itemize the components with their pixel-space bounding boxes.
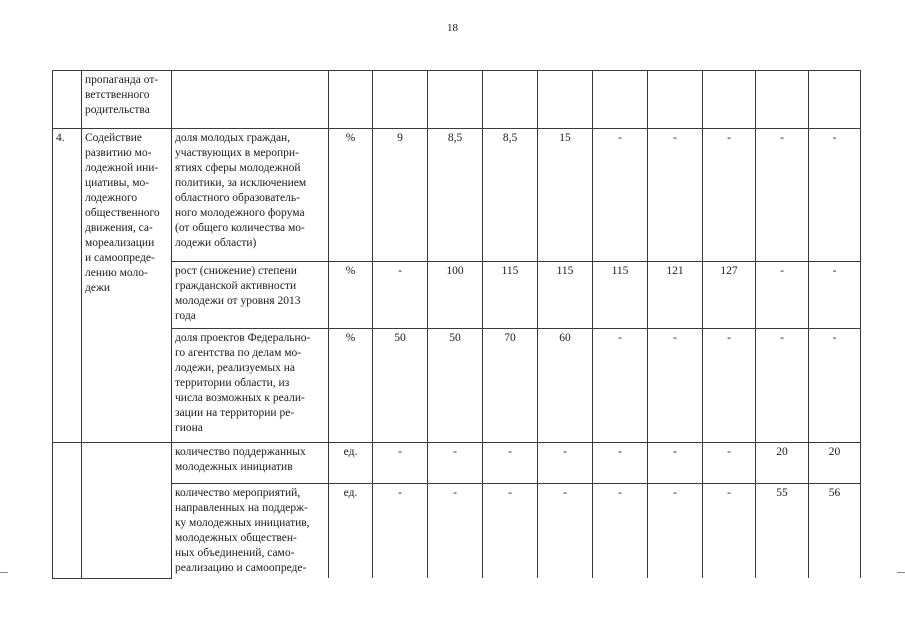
value-cell: -: [756, 129, 809, 262]
value-cell: -: [703, 329, 756, 443]
value-cell: 115: [483, 262, 538, 329]
right-cut-mark: [897, 572, 905, 573]
value-cell: -: [703, 484, 756, 579]
value-cell: 56: [809, 484, 861, 579]
value-cell: 100: [428, 262, 483, 329]
unit-cell: ед.: [329, 484, 373, 579]
value-cell: -: [809, 262, 861, 329]
value-cell: 60: [538, 329, 593, 443]
value-cell: -: [538, 443, 593, 484]
indicator-cell: рост (снижение) степени гражданской активности молодежи от уровня 2013 года: [172, 262, 329, 329]
value-cell: [593, 71, 648, 129]
indicator-cell: доля молодых граждан, участвующих в меропри- ятиях сферы молодежной политики, за исключением областного образователь- ного молодежного форума (от общего количества мо- лодежи области): [172, 129, 329, 262]
value-cell: -: [593, 443, 648, 484]
left-cut-mark: [0, 572, 8, 573]
unit-cell: %: [329, 129, 373, 262]
value-cell: 55: [756, 484, 809, 579]
value-cell: -: [648, 484, 703, 579]
value-cell: 20: [809, 443, 861, 484]
task-cell: пропаганда от- ветственного родительства: [82, 71, 172, 129]
value-cell: 127: [703, 262, 756, 329]
value-cell: 9: [373, 129, 428, 262]
value-cell: 115: [593, 262, 648, 329]
task-cell: Содействие развитию мо- лодежной ини- циативы, мо- лодежного общественного движения, са- мореализации и самоопреде- лению моло- дежи: [82, 129, 172, 443]
value-cell: 15: [538, 129, 593, 262]
value-cell: -: [809, 129, 861, 262]
row-index-cell: 4.: [53, 129, 82, 443]
value-cell: -: [703, 443, 756, 484]
value-cell: [756, 71, 809, 129]
indicator-cell: доля проектов Федерально- го агентства по делам мо- лодежи, реализуемых на территории области, из числа возможных к реали- зации на территории ре- гиона: [172, 329, 329, 443]
table-body: [53, 71, 861, 579]
unit-cell: ед.: [329, 443, 373, 484]
value-cell: [648, 71, 703, 129]
value-cell: 50: [428, 329, 483, 443]
row-index-cell: [53, 443, 82, 579]
value-cell: -: [373, 262, 428, 329]
table-row: [53, 129, 861, 262]
value-cell: -: [428, 484, 483, 579]
table-row: [53, 329, 861, 443]
value-cell: 50: [373, 329, 428, 443]
table-row: [53, 484, 861, 579]
value-cell: 8,5: [483, 129, 538, 262]
value-cell: -: [538, 484, 593, 579]
indicator-cell: количество поддержанных молодежных инициатив: [172, 443, 329, 484]
page-number: 18: [447, 22, 458, 34]
task-cell: [82, 443, 172, 579]
value-cell: -: [809, 329, 861, 443]
value-cell: -: [648, 129, 703, 262]
value-cell: -: [593, 129, 648, 262]
value-cell: [483, 71, 538, 129]
value-cell: -: [373, 484, 428, 579]
value-cell: [809, 71, 861, 129]
value-cell: [428, 71, 483, 129]
value-cell: [538, 71, 593, 129]
indicator-cell: [172, 71, 329, 129]
value-cell: -: [756, 262, 809, 329]
unit-cell: %: [329, 262, 373, 329]
value-cell: -: [593, 329, 648, 443]
value-cell: -: [483, 484, 538, 579]
table-row: [53, 262, 861, 329]
unit-cell: [329, 71, 373, 129]
value-cell: -: [756, 329, 809, 443]
value-cell: 8,5: [428, 129, 483, 262]
indicator-cell: количество мероприятий, направленных на поддерж- ку молодежных инициатив, молодежных обществен- ных объединений, само- реализацию и самоопреде-: [172, 484, 329, 579]
value-cell: 121: [648, 262, 703, 329]
value-cell: -: [428, 443, 483, 484]
value-cell: 70: [483, 329, 538, 443]
value-cell: 20: [756, 443, 809, 484]
value-cell: -: [483, 443, 538, 484]
indicators-table: [52, 70, 861, 579]
value-cell: -: [703, 129, 756, 262]
value-cell: -: [648, 329, 703, 443]
value-cell: -: [648, 443, 703, 484]
value-cell: [703, 71, 756, 129]
table-row: [53, 443, 861, 484]
value-cell: -: [373, 443, 428, 484]
unit-cell: %: [329, 329, 373, 443]
value-cell: 115: [538, 262, 593, 329]
value-cell: [373, 71, 428, 129]
table-row: [53, 71, 861, 129]
row-index-cell: [53, 71, 82, 129]
value-cell: -: [593, 484, 648, 579]
